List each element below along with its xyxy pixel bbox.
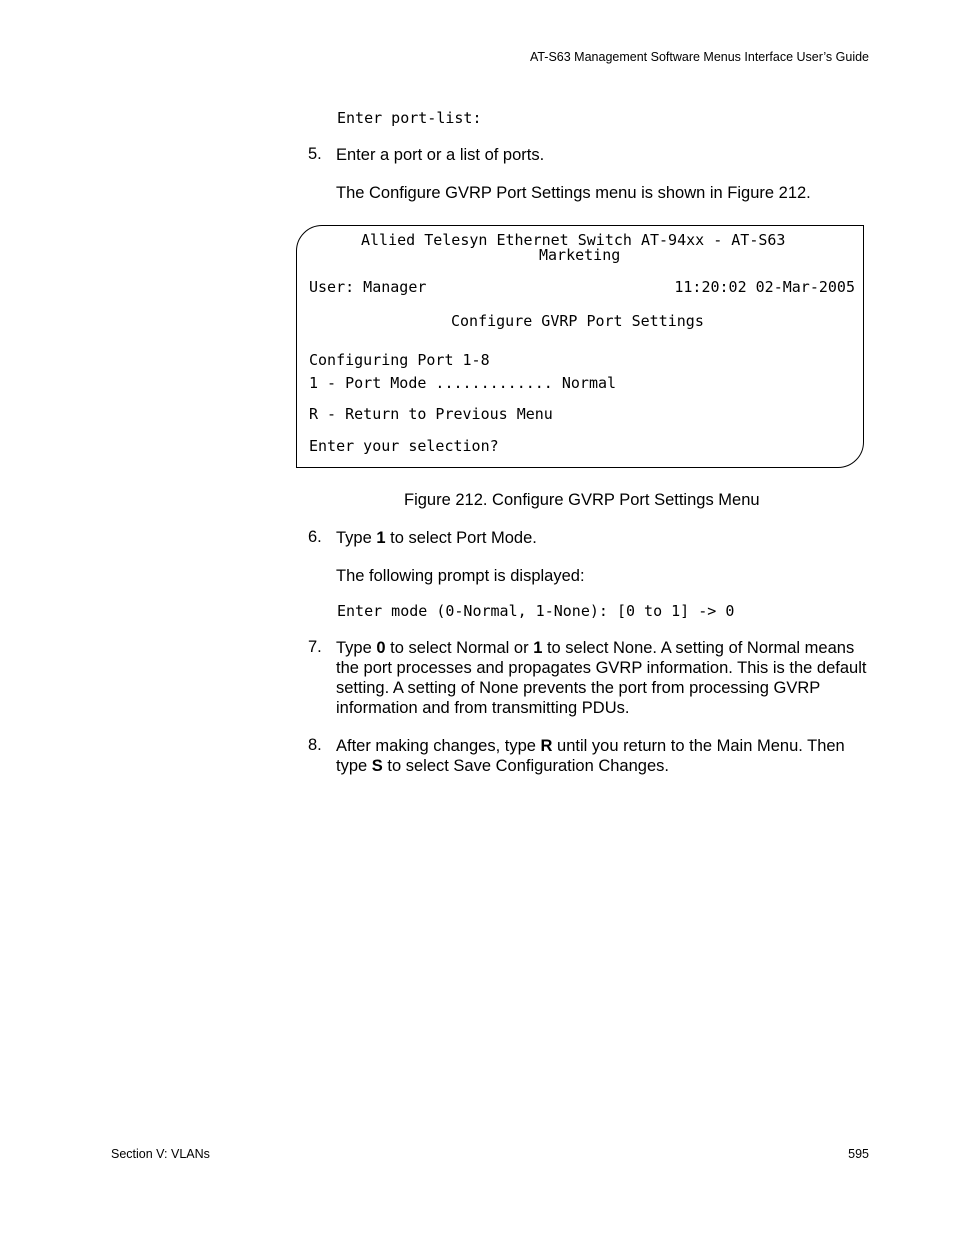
terminal-user: User: Manager (309, 278, 427, 296)
step-5-number: 5. (308, 145, 322, 163)
step-6-number: 6. (308, 528, 322, 546)
menu-intro-text: The Configure GVRP Port Settings menu is shown in Figure 212. (336, 184, 811, 202)
terminal-option-return: R - Return to Previous Menu (309, 405, 553, 423)
prompt-intro-text: The following prompt is displayed: (336, 567, 585, 585)
terminal-title: Allied Telesyn Ethernet Switch AT-94xx - AT-S63 (361, 231, 786, 249)
port-list-prompt: Enter port-list: (337, 109, 482, 127)
step-8-text: After making changes, type R until you return to the Main Menu. Then type S to select Save Configuration Changes. (336, 737, 845, 775)
step-5-text: Enter a port or a list of ports. (336, 146, 545, 164)
figure-caption: Figure 212. Configure GVRP Port Settings Menu (404, 491, 760, 509)
terminal-screen (296, 225, 864, 468)
terminal-option-port-mode: 1 - Port Mode ............. Normal (309, 374, 617, 392)
terminal-menu-title: Configure GVRP Port Settings (451, 312, 704, 330)
mode-prompt: Enter mode (0-Normal, 1-None): [0 to 1] -> 0 (337, 602, 735, 620)
terminal-subtitle: Marketing (539, 246, 621, 264)
footer-section: Section V: VLANs (111, 1147, 210, 1161)
step-7-number: 7. (308, 638, 322, 656)
step-7-text: Type 0 to select Normal or 1 to select None. A setting of Normal means the port processes and propagates GVRP information. This is the default setting. A setting of None prevents the port from processing GVRP information and from transmitting PDUs. (336, 639, 867, 717)
terminal-prompt: Enter your selection? (309, 437, 499, 455)
terminal-datetime: 11:20:02 02-Mar-2005 (674, 278, 855, 296)
running-header: AT-S63 Management Software Menus Interface User’s Guide (529, 50, 869, 64)
terminal-configuring: Configuring Port 1-8 (309, 351, 490, 369)
step-6-text: Type 1 to select Port Mode. (336, 529, 537, 547)
page-number: 595 (848, 1147, 869, 1161)
step-8-number: 8. (308, 736, 322, 754)
